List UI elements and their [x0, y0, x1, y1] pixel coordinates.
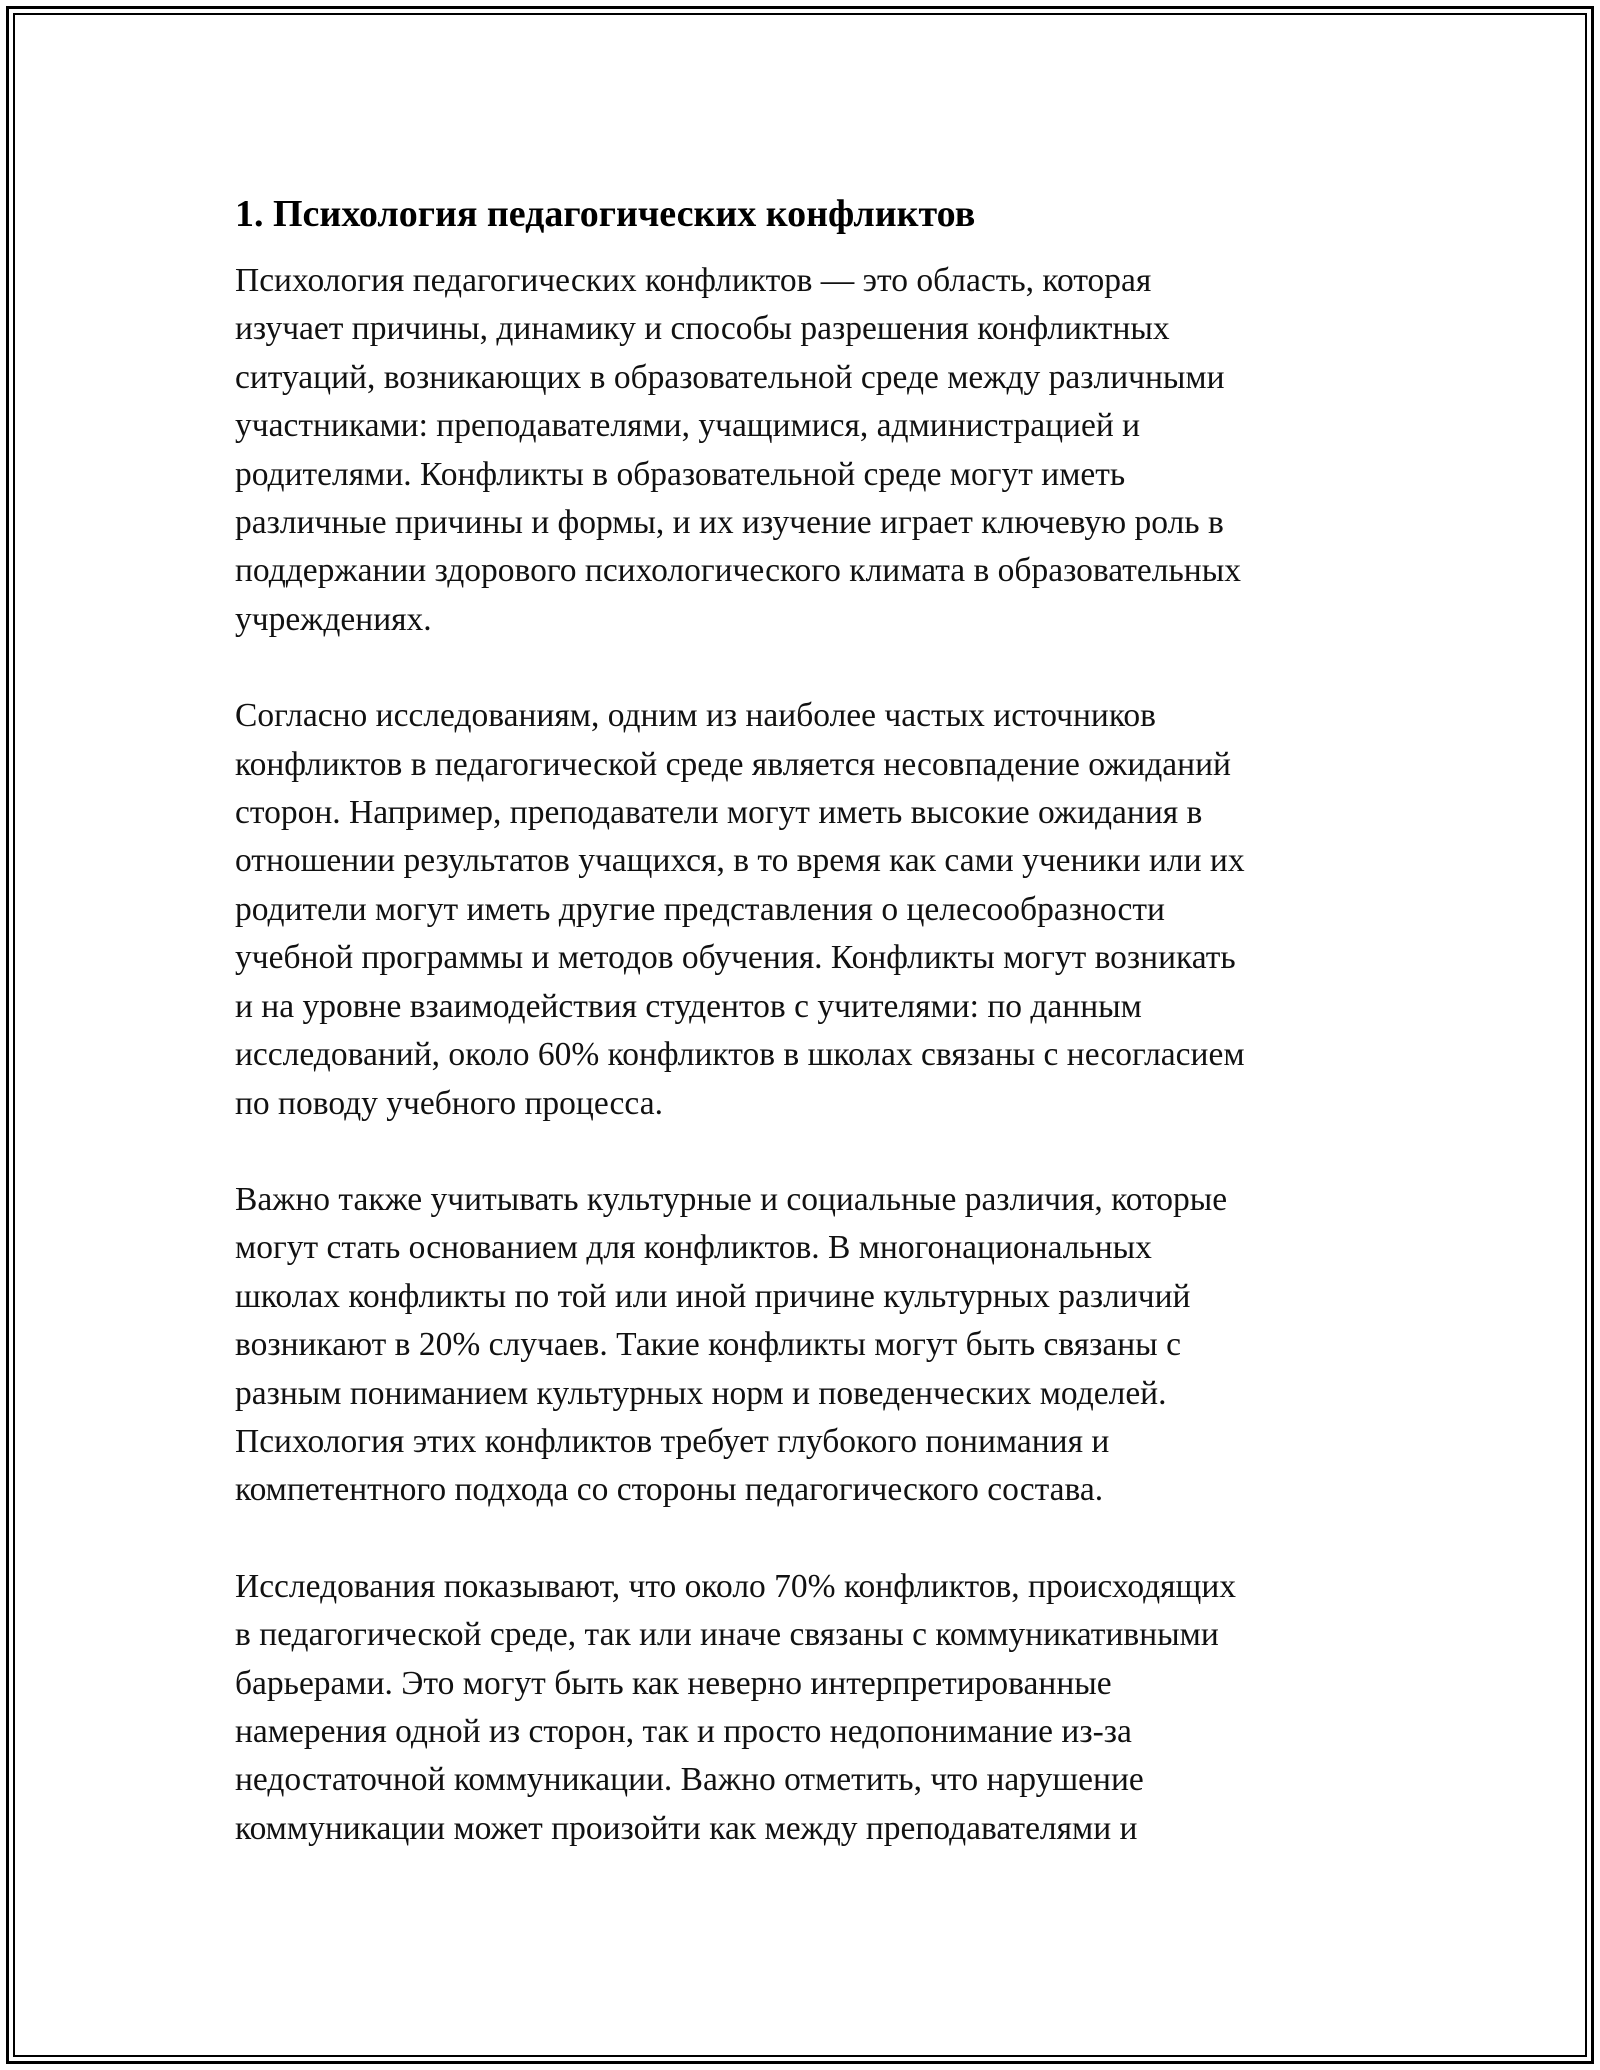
paragraph-expectations: Согласно исследованиям, одним из наиболее частых источников конфликтов в педагогической среде является несовпадение ожиданий сторон. Например, преподаватели могут иметь высокие ожидания в отношении результатов учащихся, в то время как сами ученики или их родители могут иметь другие представления о целесообразности учебной программы и методов обучения. Конфликты могут возникать и на уровне взаимодействия студентов с учителями: по данным исследований, около 60% конфликтов в школах связаны с несогласием по поводу учебного процесса. [235, 697, 1245, 1122]
paragraph-cultural-differences: Важно также учитывать культурные и социальные различия, которые могут стать основанием для конфликтов. В многонациональных школах конфликты по той или иной причине культурных различий возникают в 20% случаев. Такие конфликты могут быть связаны с разным пониманием культурных норм и поведенческих моделей. Психология этих конфликтов требует глубокого понимания и компетентного подхода со стороны педагогического состава. [235, 1180, 1228, 1509]
paragraph-introduction: Психология педагогических конфликтов — это область, которая изучает причины, динамику и способы разрешения конфликтных ситуаций, возникающих в образовательной среде между различными участниками: преподавателями, учащимися, администрацией и родителями. Конфликты в образовательной среде могут иметь различные причины и формы, и их изучение играет ключевую роль в поддержании здорового психологического климата в образовательных учреждениях. [235, 262, 1241, 638]
document-body [235, 185, 1365, 1853]
paragraph-communication-barriers: Исследования показывают, что около 70% конфликтов, происходящих в педагогической среде, так или иначе связаны с коммуникативными барьерами. Это могут быть как неверно интерпретированные намерения одной из сторон, так и просто недопонимание из-за недостаточной коммуникации. Важно отметить, что нарушение коммуникации может произойти как между преподавателями и [235, 1567, 1237, 1847]
section-heading: 1. Психология педагогических конфликтов [235, 193, 976, 235]
